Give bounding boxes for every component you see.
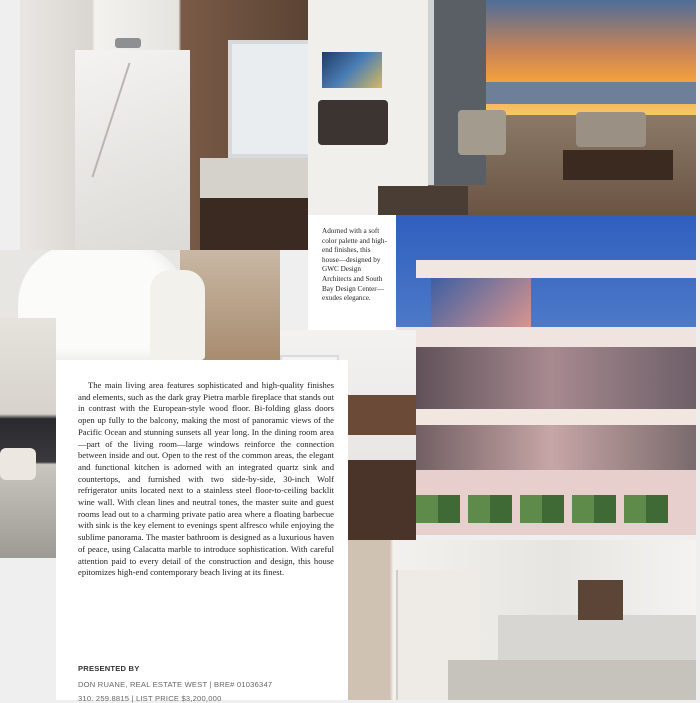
range-hood [578,580,623,620]
bathroom-photo [20,0,308,250]
backsplash [498,615,696,660]
dining-balcony-sunset-photo [308,0,696,215]
living-room-photo [0,318,56,558]
coffee-table [563,150,673,180]
agent-info: DON RUANE, REAL ESTATE WEST | BRE# 01036347 [78,680,273,689]
towel [150,270,205,360]
house-exterior-photo [396,215,696,535]
caption-text: Adorned with a soft color palette and high-end finishes, this house—designed by GWC Design Architects and South Bay Design Center—exudes elegance. [322,227,387,303]
lower-balcony-slab [396,409,696,425]
kitchen-island [448,660,696,700]
shower-head [115,38,141,48]
marble-shower-wall [75,50,190,250]
upper-balcony-slab [396,327,696,347]
ocean [480,82,696,104]
dining-table [318,100,388,145]
vanity-counter [200,158,308,198]
phone-price: 310. 259.8815 | LIST PRICE $3,200,000 [78,694,222,703]
article-body: The main living area features sophisticated and high-quality finishes and elements, such as the dark gray Pietra marble fireplace that stands out in contrast with the European-style wood floor. Bi-folding glass doors open up fully to the balcony, making the most of panoramic views of the Pacific Ocean and stunning sunsets all year long. In the dining room area—part of the living room—large windows reinforce the connection between inside and out. Open to the rest of the common areas, the elegant and functional kitchen is adorned with an integrated quartz sink and countertops, and furnished with two side-by-side, 30-inch Wolf refrigerator units located next to a stainless steel floor-to-ceiling backlit wine wall. With clean lines and neutral tones, the master suite and guest rooms lead out to a charming private patio area where a floating barbecue with sink is the key element to evenings spent alfresco while enjoying the sublime panorama. The master bathroom is designed as a luxurious haven of peace, using Calacatta marble to introduce sophistication. With careful attention paid to every detail of the construction and design, this house epitomizes high-end contemporary beach living at its finest. [78,380,334,578]
middle-glass [406,347,696,409]
agave-plants [416,495,676,523]
patio-chair [458,110,506,155]
roof-slab [416,260,696,278]
vanity-cabinet [200,198,308,250]
door-frame [428,0,486,185]
sofa-pillow [0,448,36,480]
kitchen-photo [348,540,696,700]
photo-caption [308,215,396,330]
wall-art [322,52,382,88]
article-text-panel [56,360,348,703]
patio-sofa [576,112,646,147]
vanity-mirror [228,40,308,158]
upper-glass [431,278,531,328]
presented-by-heading: PRESENTED BY [78,664,140,673]
lower-glass [406,425,696,470]
rug [378,186,468,215]
